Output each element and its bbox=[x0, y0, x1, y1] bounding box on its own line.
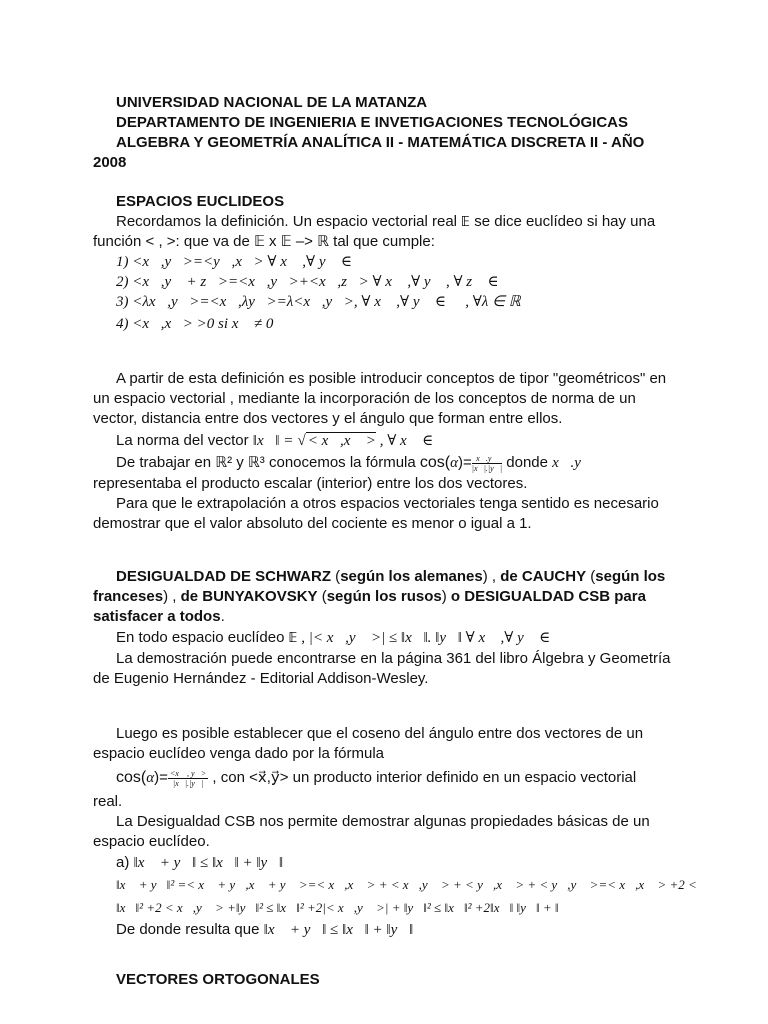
result-line bbox=[116, 920, 413, 940]
result-text: De donde resulta que bbox=[116, 921, 264, 938]
csb-title-satisfacer: satisfacer a todos bbox=[93, 608, 221, 625]
norm-definition bbox=[116, 431, 449, 451]
property-4: 4) <x⃗,x⃗> >0 si x⃗ ≠ 0⃗ bbox=[116, 316, 285, 332]
angle-fraction bbox=[168, 769, 208, 788]
result-expr: ‖x⃗ + y⃗‖ ≤ ‖x⃗‖ + ‖y⃗‖ bbox=[263, 922, 414, 938]
norm-radicand: < x⃗,x⃗ > bbox=[307, 433, 376, 449]
property-a-expr: ‖x⃗ + y⃗‖ ≤ ‖x⃗‖ + ‖y⃗‖ bbox=[133, 855, 284, 871]
geom-line1: A partir de esta definición es posible introducir conceptos de tipor "geométricos" en bbox=[116, 370, 667, 387]
blackboard-E: 𝔼 bbox=[288, 631, 298, 646]
angle-formula-text: , con <x⃗,y⃗> un producto interior definido en un espacio vectorial bbox=[208, 769, 637, 786]
csb-title-sep: ) , bbox=[163, 588, 181, 605]
geom-line5: representaba el producto escalar (interior) entre los dos vectores. bbox=[93, 475, 528, 492]
geom-line3: vector, distancia entre dos vectores y el ángulo que forman entre ellos. bbox=[93, 410, 563, 427]
property-a-label: a) bbox=[116, 854, 134, 871]
euclid-intro-line1 bbox=[116, 212, 655, 233]
cos-label: cos( bbox=[419, 454, 451, 471]
blackboard-E: 𝔼 bbox=[461, 215, 471, 230]
csb-reference-line2: de Eugenio Hernández - Editorial Addison-Wesley. bbox=[93, 670, 429, 687]
property-a bbox=[116, 853, 283, 873]
csb-title-sep: ) bbox=[441, 588, 451, 605]
derivation-line2: ‖x⃗‖² +2 < x⃗,y⃗ > +‖y⃗‖² ≤ ‖x⃗‖² +2|< x⃗,y⃗ >| + ‖y⃗‖² ≤ ‖x⃗‖² +2‖x⃗‖ ‖y⃗‖ + ‖ bbox=[116, 900, 559, 915]
header-department: DEPARTAMENTO DE INGENIERIA E INVETIGACIONES TECNOLÓGICAS bbox=[116, 114, 628, 131]
derivation-line1: ‖x⃗ + y⃗‖² =< x⃗ + y⃗,x⃗ + y⃗ >=< x⃗,x⃗ > + < x⃗,y⃗ > + < y⃗,x⃗ > + < y⃗,y⃗ >=< x⃗,x⃗ > +2 < bbox=[116, 877, 697, 892]
csb-statement-text: En todo espacio euclídeo bbox=[116, 629, 289, 646]
angle-line2: espacio euclídeo venga dado por la fórmula bbox=[93, 745, 385, 762]
csb-title-sep: ) , bbox=[482, 568, 501, 585]
csb-title-line2 bbox=[93, 587, 646, 607]
euclid-intro-text-b: se dice euclídeo si hay una bbox=[470, 213, 656, 230]
geom-line2: un espacio vectorial , mediante la incorporación de los conceptos de norma de un bbox=[93, 390, 636, 407]
section-title-orthogonal: VECTORES ORTOGONALES bbox=[116, 971, 320, 988]
csb-title-line3 bbox=[93, 607, 225, 627]
csb-title-segun: según los bbox=[595, 568, 666, 585]
csb-title-line1 bbox=[116, 567, 665, 587]
angle-fraction-numerator: <x⃗ , y⃗> bbox=[169, 768, 207, 778]
angle-fraction-denominator: |x⃗|.|y⃗| bbox=[172, 778, 204, 788]
cos-fraction bbox=[472, 454, 502, 473]
angle-line4: real. bbox=[93, 793, 123, 810]
header-university: UNIVERSIDAD NACIONAL DE LA MATANZA bbox=[116, 94, 428, 111]
cos-label: cos( bbox=[116, 769, 147, 786]
property-1: 1) <x⃗,y⃗>=<y⃗,x⃗> ∀ x⃗ ,∀ y⃗ ∈ 𝔼 bbox=[116, 254, 368, 270]
property-3: 3) <λx⃗,y⃗>=<x⃗,λy⃗>=λ<x⃗,y⃗>, ∀ x⃗ ,∀ y⃗ ∈ 𝔼 , ∀λ ∈ ℝ bbox=[116, 294, 521, 310]
norm-sqrt-sign: √ bbox=[297, 433, 306, 449]
angle-line6: espacio euclídeo. bbox=[93, 833, 210, 850]
cos-fraction-denominator: |x⃗|.|y⃗| bbox=[471, 463, 503, 473]
norm-lhs: ‖x⃗‖ = bbox=[252, 433, 294, 449]
header-course: ALGEBRA Y GEOMETRÍA ANALÍTICA II - MATEMÁTICA DISCRETA II - AÑO bbox=[116, 134, 645, 151]
cos-fraction-numerator: x⃗.y⃗ bbox=[472, 454, 502, 464]
csb-inequality: , |< x⃗,y⃗ >| ≤ ‖x⃗‖. ‖y⃗‖ ∀ x⃗ ,∀ y⃗ ∈ 𝔼 bbox=[297, 630, 566, 646]
angle-formula: cos(α)= $\frac{<x⃗ , y⃗>}{|x⃗|.|y⃗|}$ , con <x⃗,y⃗> un producto interior definido en un espacio vectorial bbox=[116, 768, 637, 788]
norm-tail: , ∀ x⃗ ∈ 𝔼 bbox=[375, 433, 449, 449]
csb-reference-line1: La demostración puede encontrarse en la página 361 del libro Álgebra y Geometría bbox=[116, 650, 671, 667]
csb-title-period: . bbox=[220, 608, 225, 625]
norm-label: La norma del vector bbox=[116, 432, 249, 449]
csb-title-alemanes: según los alemanes bbox=[340, 568, 483, 585]
section-title-euclidean: ESPACIOS EUCLIDEOS bbox=[116, 193, 285, 210]
euclid-intro-text-a: Recordamos la definición. Un espacio vectorial real bbox=[116, 213, 462, 230]
csb-title-cauchy: de CAUCHY bbox=[500, 568, 587, 585]
cos-intro-text: De trabajar en ℝ² y ℝ³ conocemos la fórmula bbox=[116, 454, 420, 471]
property-2: 2) <x⃗,y⃗ + z⃗>=<x⃗,y⃗>+<x⃗,z⃗> ∀ x⃗ ,∀ y⃗ , ∀ z⃗ ∈ 𝔼 bbox=[116, 274, 515, 290]
csb-title-schwarz: DESIGUALDAD DE SCHWARZ bbox=[116, 568, 332, 585]
angle-line5: La Desigualdad CSB nos permite demostrar algunas propiedades básicas de un bbox=[116, 813, 650, 830]
csb-title-rusos: según los rusos bbox=[326, 588, 442, 605]
alpha-symbol: α bbox=[450, 455, 458, 471]
csb-title-csb: o DESIGUALDAD CSB para bbox=[450, 588, 646, 605]
donde-text: donde bbox=[502, 454, 553, 471]
csb-title-sep: ( bbox=[331, 568, 341, 585]
csb-title-sep: ( bbox=[317, 588, 327, 605]
cos-r2-r3-line: De trabajar en ℝ² y ℝ³ conocemos la fórmula cos(α)= $\frac{x⃗.y⃗}{|x⃗|.|y⃗|}$ donde x⃗.y⃗ bbox=[116, 453, 593, 473]
angle-line1: Luego es posible establecer que el coseno del ángulo entre dos vectores de un bbox=[116, 725, 644, 742]
header-year: 2008 bbox=[93, 154, 127, 171]
csb-title-sep: ( bbox=[586, 568, 596, 585]
geom-line6: Para que le extrapolación a otros espacios vectoriales tenga sentido es necesario bbox=[116, 495, 659, 512]
dot-product-expr: x⃗.y⃗ bbox=[552, 455, 593, 471]
euclid-intro-line2: función < , >: que va de 𝔼 x 𝔼 –> ℝ tal que cumple: bbox=[93, 233, 435, 250]
csb-statement bbox=[116, 628, 566, 649]
geom-line7: demostrar que el valor absoluto del cociente es menor o igual a 1. bbox=[93, 515, 532, 532]
alpha-symbol: α bbox=[146, 770, 155, 786]
csb-title-franceses: franceses bbox=[93, 588, 164, 605]
csb-title-bunyakovsky: de BUNYAKOVSKY bbox=[180, 588, 318, 605]
